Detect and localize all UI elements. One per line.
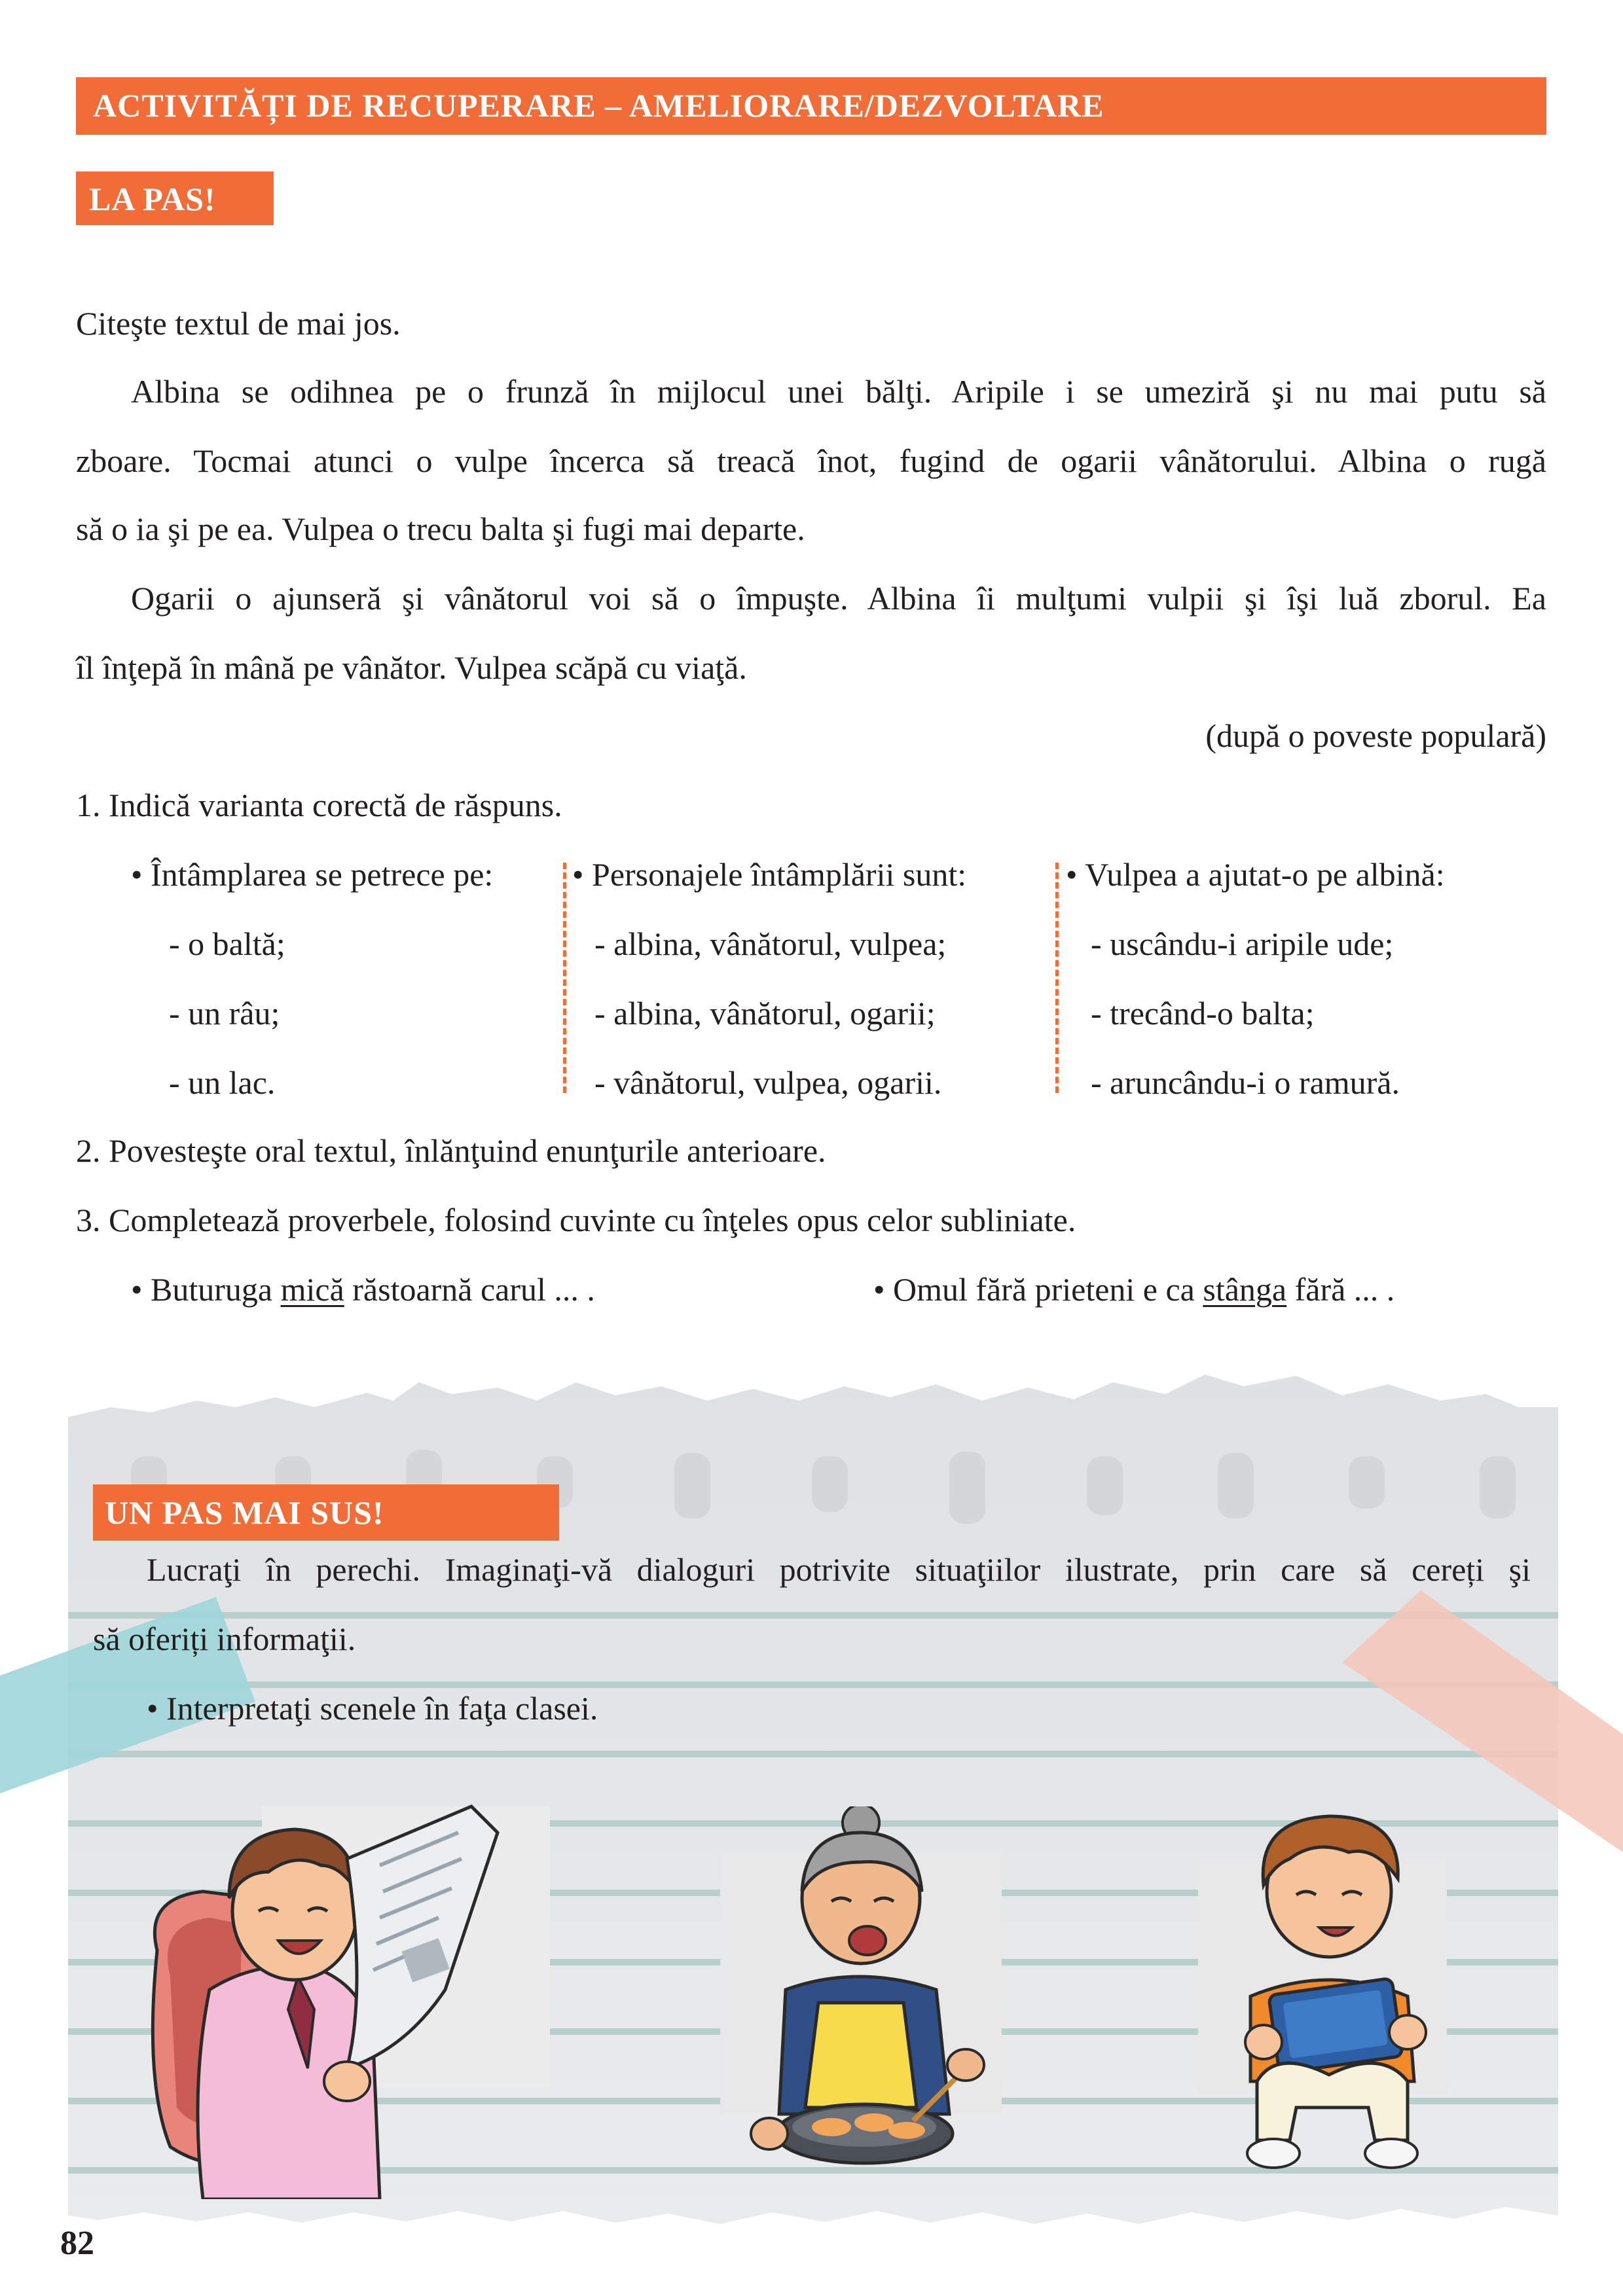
column-divider: [563, 863, 566, 1093]
man-reading-newspaper-illustration: [131, 1793, 615, 2199]
section-label: LA PAS!: [76, 171, 274, 225]
answer-option[interactable]: - uscându-i aripile ude;: [1091, 925, 1394, 962]
header-title: ACTIVITĂȚI DE RECUPERARE – AMELIORARE/DEZVOLTARE: [93, 87, 1104, 124]
reading-line: Ogarii o ajunseră şi vânătorul voi să o împuşte. Albina îi mulţumi vulpii şi îşi luă zborul. Ea: [131, 580, 1546, 617]
answer-option[interactable]: - aruncându-i o ramură.: [1091, 1064, 1400, 1101]
step-up-instruction: • Interpretaţi scenele în faţa clasei.: [147, 1690, 598, 1727]
step-up-instruction: să oferiți informaţii.: [93, 1621, 356, 1657]
underlined-word: stânga: [1203, 1271, 1287, 1308]
step-up-instruction: Lucraţi în perechi. Imaginaţi-vă dialoguri potrivite situaţiilor ilustrate, prin care să cereți şi: [147, 1551, 1531, 1588]
answer-option[interactable]: - un lac.: [169, 1064, 276, 1101]
answer-option[interactable]: - un râu;: [169, 995, 280, 1031]
boy-with-tablet-illustration: [1211, 1800, 1460, 2179]
proverb-2: • Omul fără prieteni e ca stânga fără ... .: [873, 1271, 1395, 1308]
reading-source: (după o poveste populară): [1205, 717, 1546, 754]
reading-line: Albina se odihnea pe o frunză în mijlocul unei bălţi. Aripile i se umeziră şi nu mai putu să: [131, 373, 1546, 410]
answer-option[interactable]: - albina, vânătorul, ogarii;: [594, 995, 936, 1031]
answer-option[interactable]: - trecând-o balta;: [1091, 995, 1315, 1031]
header-banner: [76, 77, 1546, 135]
exercise-3: 3. Completează proverbele, folosind cuvinte cu înţeles opus celor subliniate.: [76, 1202, 1076, 1238]
step-up-label: UN PAS MAI SUS!: [93, 1484, 559, 1541]
underlined-word: mică: [280, 1271, 344, 1308]
reading-line: zboare. Tocmai atunci o vulpe încerca să treacă înot, fugind de ogarii vânătorului. Albina o rugă: [76, 442, 1546, 479]
grandmother-cooking-illustration: [740, 1806, 1015, 2173]
column-divider: [1055, 863, 1059, 1093]
reading-line: să o ia şi pe ea. Vulpea o trecu balta şi fugi mai departe.: [76, 511, 805, 547]
page-number: 82: [60, 2225, 94, 2262]
exercise-2: 2. Povesteşte oral textul, înlănţuind enunţurile anterioare.: [76, 1132, 826, 1169]
exercise-1: 1. Indică varianta corectă de răspuns.: [76, 787, 562, 823]
answer-option[interactable]: - albina, vânătorul, vulpea;: [594, 925, 947, 962]
answer-option[interactable]: - o baltă;: [169, 925, 285, 962]
proverb-1: • Buturuga mică răstoarnă carul ... .: [131, 1271, 595, 1308]
reading-line: îl înţepă în mână pe vânător. Vulpea scăpă cu viaţă.: [76, 649, 747, 686]
question-heading: • Vulpea a ajutat-o pe albină:: [1066, 856, 1445, 893]
reading-instruction: Citeşte textul de mai jos.: [76, 305, 401, 342]
answer-option[interactable]: - vânătorul, vulpea, ogarii.: [594, 1064, 942, 1101]
question-heading: • Întâmplarea se petrece pe:: [131, 856, 494, 893]
question-heading: • Personajele întâmplării sunt:: [572, 856, 967, 893]
